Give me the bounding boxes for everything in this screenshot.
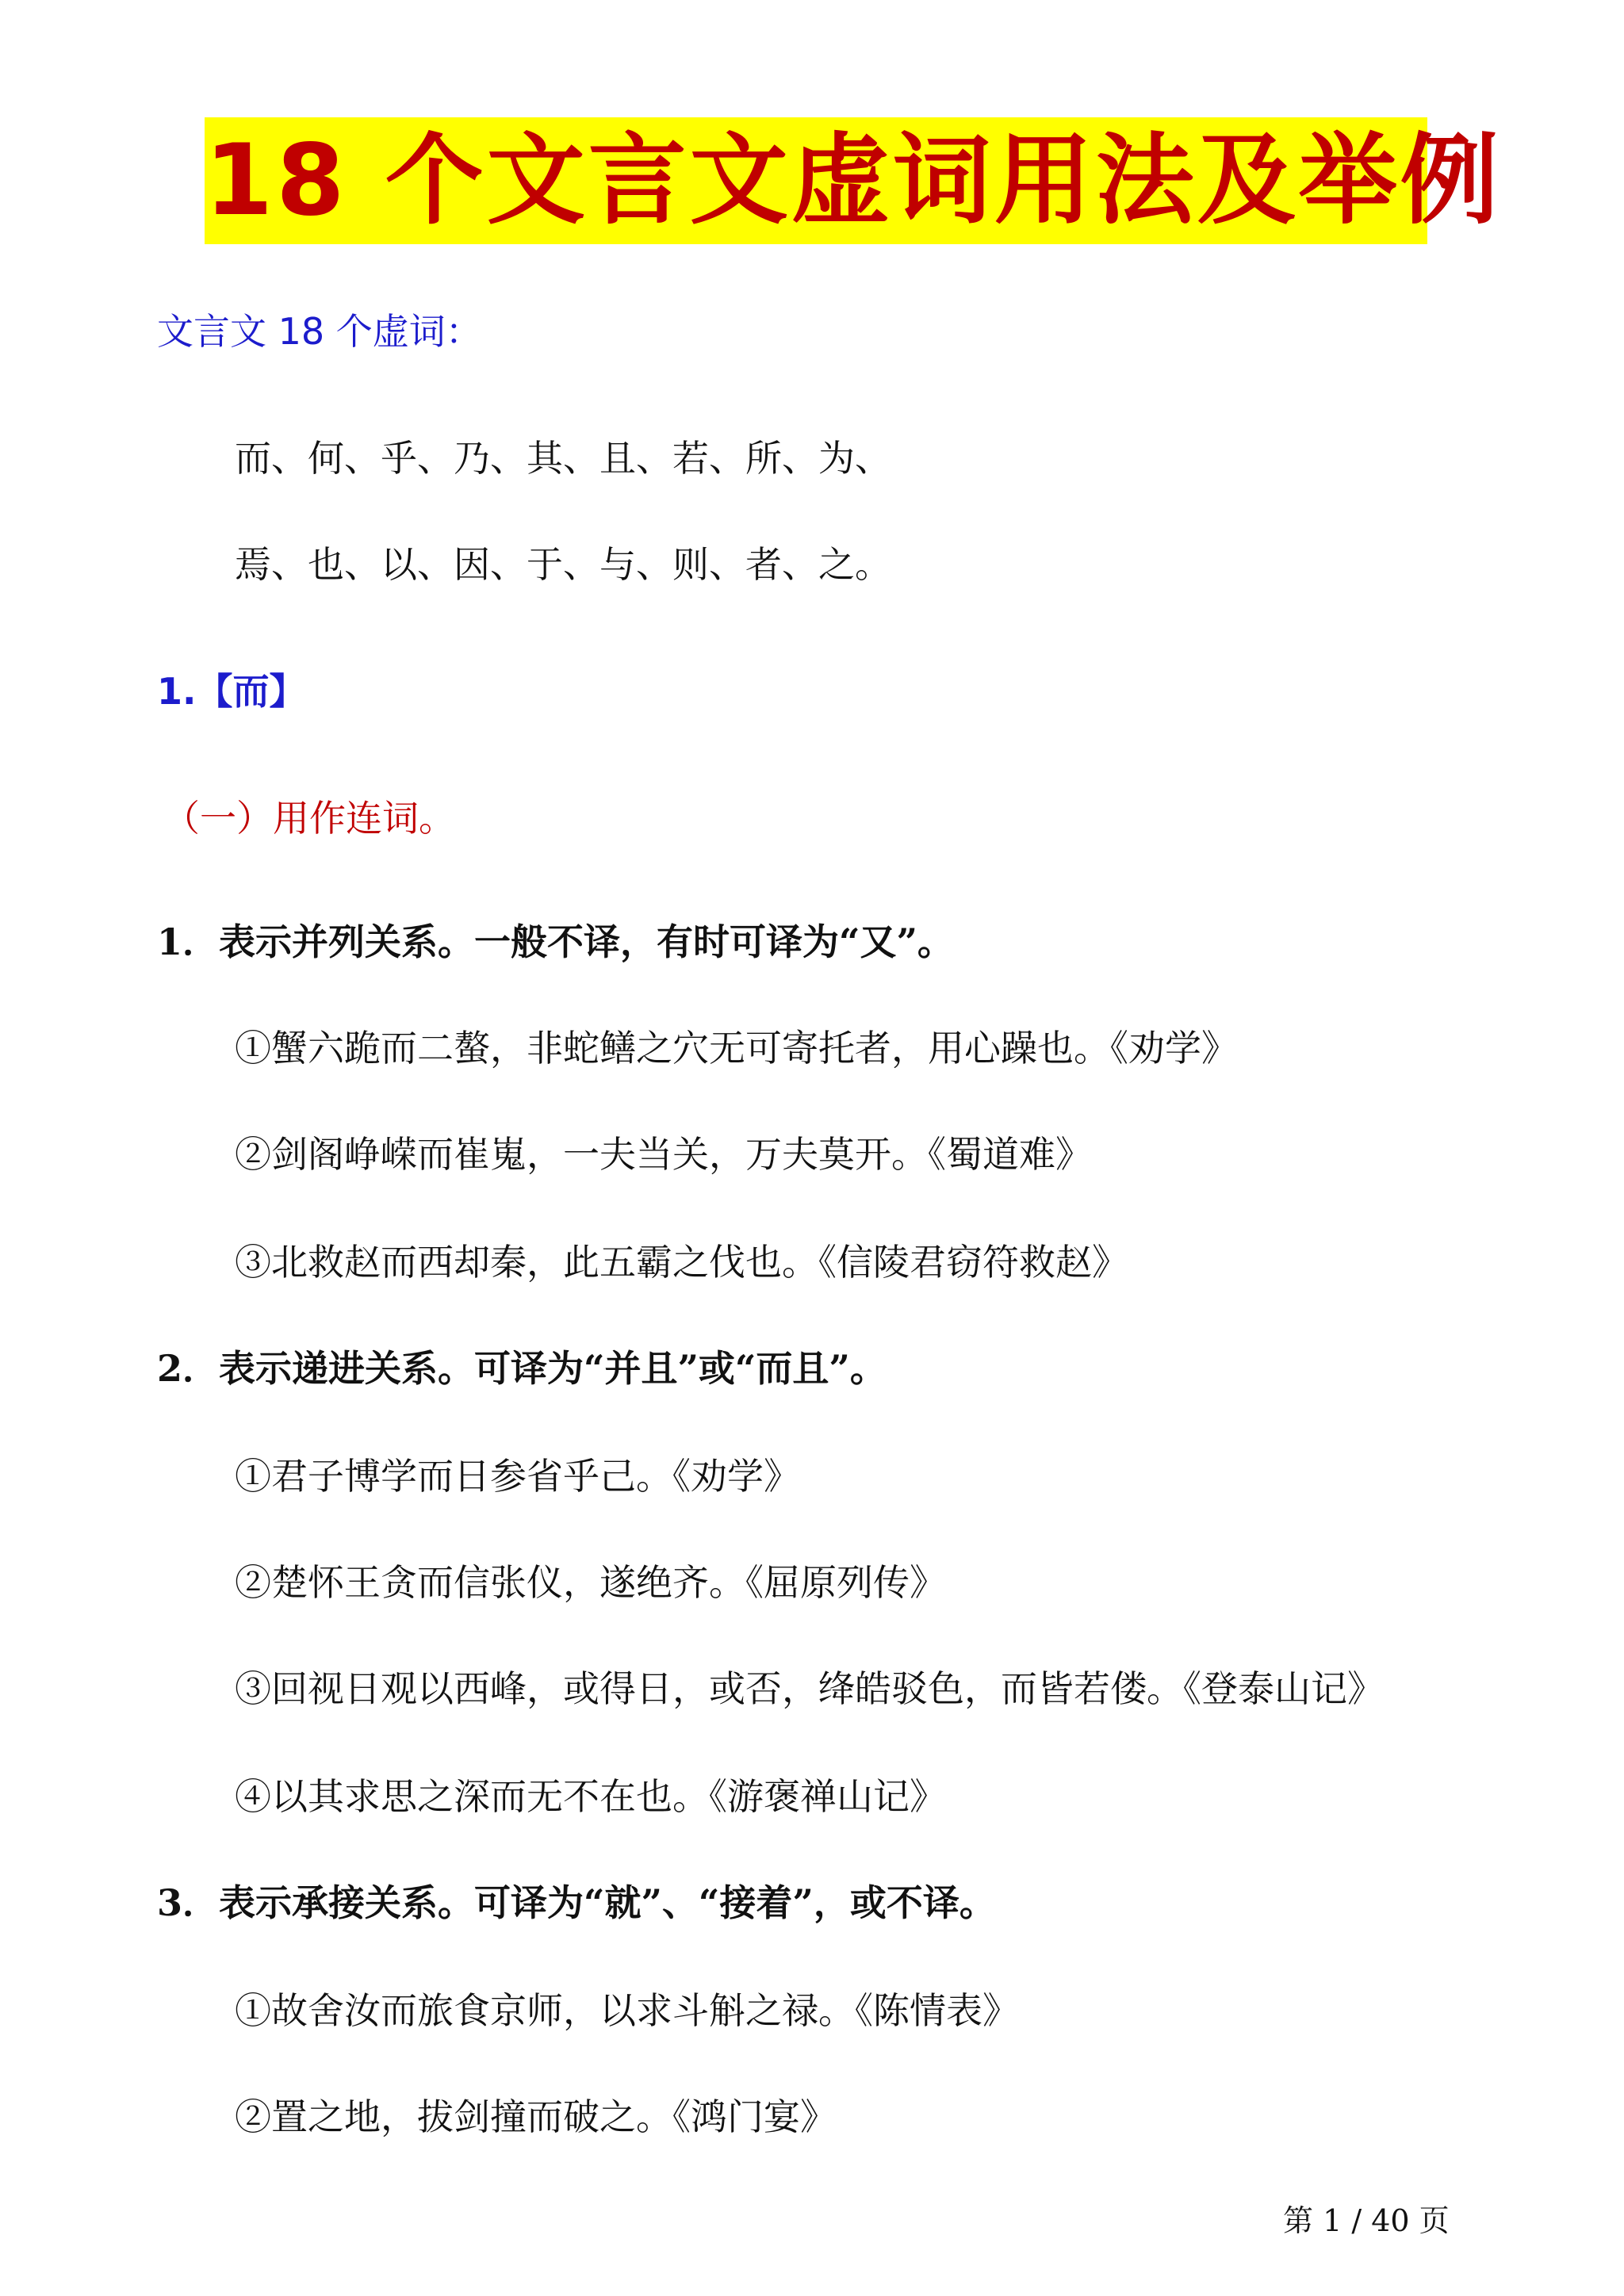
example-1-2: ②剑阁峥嵘而崔嵬，一夫当关，万夫莫开。《蜀道难》 xyxy=(235,1133,1092,1176)
example-3-2: ②置之地，拔剑撞而破之。《鸿门宴》 xyxy=(235,2095,837,2138)
example-2-2: ②楚怀王贪而信张仪，遂绝齐。《屈原列传》 xyxy=(235,1561,946,1604)
rule-3: 3．表示承接关系。可译为“就”、“接着”，或不译。 xyxy=(157,1881,996,1924)
word-list-line-1: 而、何、乎、乃、其、且、若、所、为、 xyxy=(235,437,891,480)
word-list-line-2: 焉、也、以、因、于、与、则、者、之。 xyxy=(235,543,891,586)
intro-label: 文言文 18 个虚词： xyxy=(157,310,482,353)
example-2-3: ③回视日观以西峰，或得日，或否，绛皓驳色，而皆若偻。《登泰山记》 xyxy=(235,1667,1384,1710)
rule-1: 1．表示并列关系。一般不译，有时可译为“又”。 xyxy=(157,920,954,963)
example-1-1: ①蟹六跪而二螯，非蛇鳝之穴无可寄托者，用心躁也。《劝学》 xyxy=(235,1027,1238,1070)
example-2-4: ④以其求思之深而无不在也。《游褒禅山记》 xyxy=(235,1775,946,1818)
section-heading: 1.【而】 xyxy=(157,670,306,713)
subsection-heading: （一）用作连词。 xyxy=(163,797,455,840)
example-2-1: ①君子博学而日参省乎己。《劝学》 xyxy=(235,1455,800,1498)
example-3-1: ①故舍汝而旅食京师，以求斗斛之禄。《陈情表》 xyxy=(235,1989,1019,2032)
rule-2: 2．表示递进关系。可译为“并且”或“而且”。 xyxy=(157,1347,887,1390)
page-title: 18 个文言文虚词用法及举例 xyxy=(205,124,1502,238)
page-number: 第 1 / 40 页 xyxy=(1283,2203,1450,2238)
example-1-3: ③北救赵而西却秦，此五霸之伐也。《信陵君窃符救赵》 xyxy=(235,1241,1128,1284)
